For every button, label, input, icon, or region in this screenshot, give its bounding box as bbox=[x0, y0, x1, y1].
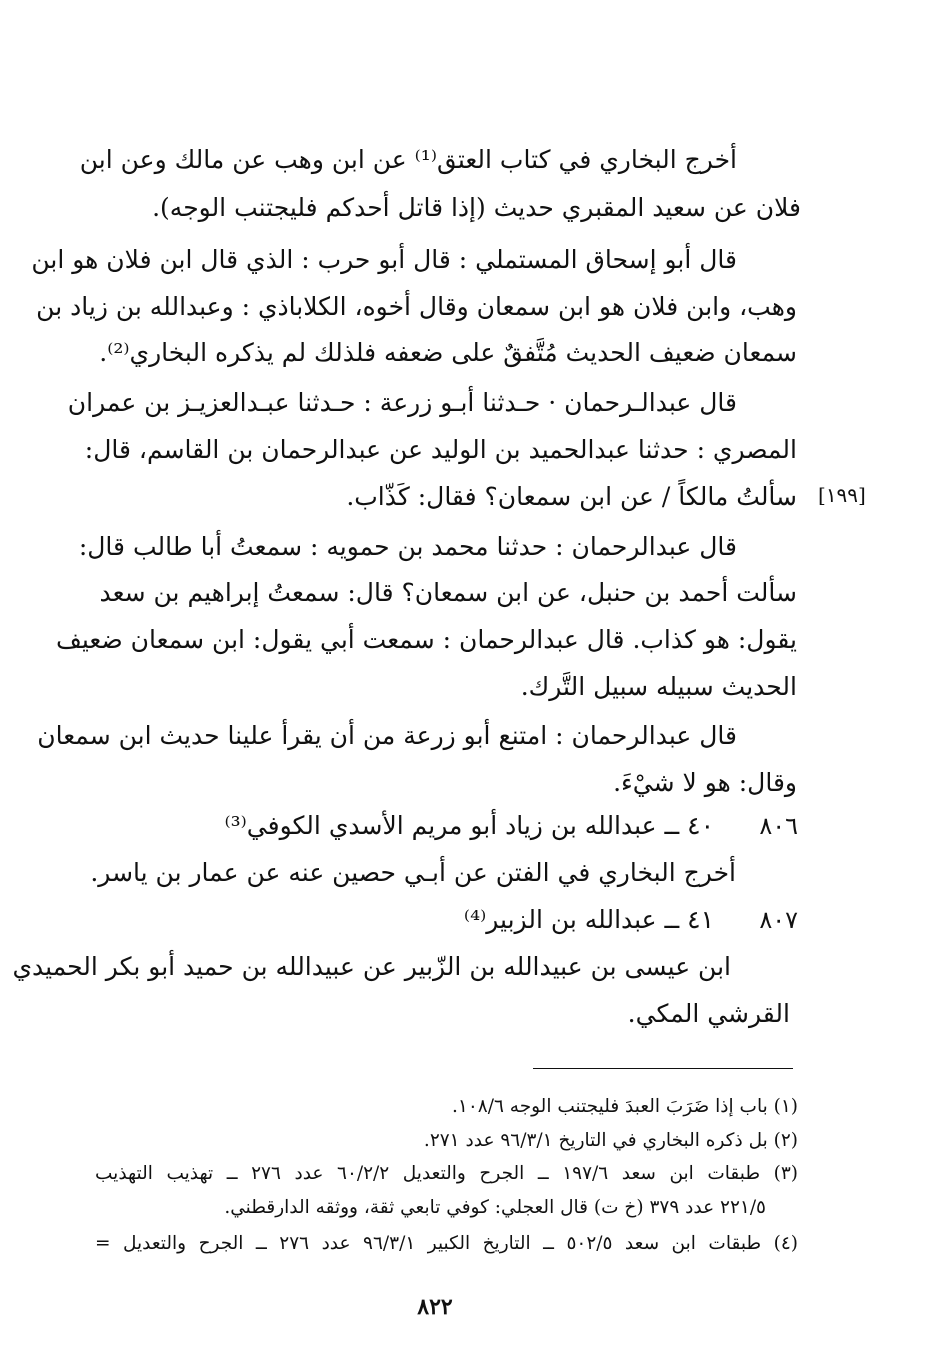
footnote: (١) باب إذا ضَرَبَ العبدَ فليجتنب الوجه ١٠٨/٦. bbox=[452, 1096, 798, 1117]
entry-text: أخرج البخاري في الفتن عن أبـي حصين عنه عن عمار بن ياسر. bbox=[90, 858, 736, 887]
footnote-continuation: ٢٢١/٥ عدد ٣٧٩ (خ ت) قال العجلي: كوفي تابعي ثقة، ووثقه الدارقطني. bbox=[224, 1197, 766, 1218]
entry-text: ابن عيسى بن عبيدالله بن الزّبير عن عبيدالله بن حميد أبو بكر الحميدي bbox=[12, 952, 731, 981]
body-line: قال أبو إسحاق المستملي : قال أبو حرب : الذي قال ابن فلان هو ابن bbox=[31, 245, 737, 274]
page-number: ٨٢٢ bbox=[417, 1294, 453, 1320]
footnote: (٤) طبقات ابن سعد ٥٠٢/٥ ــ التاريخ الكبير ٩٦/٣/١ عدد ٢٧٦ ــ الجرح والتعديل = bbox=[95, 1233, 798, 1254]
body-line: وقال: هو لا شيْءَ. bbox=[613, 768, 797, 797]
margin-page-reference: [١٩٩] bbox=[818, 483, 866, 507]
body-line: وهب، وابن فلان هو ابن سمعان وقال أخوه، الكلاباذي : وعبدالله بن زياد بن bbox=[36, 292, 797, 321]
body-line: سألت أحمد بن حنبل، عن ابن سمعان؟ قال: سمعتُ إبراهيم بن سعد bbox=[99, 578, 797, 607]
body-line: يقول: هو كذاب. قال عبدالرحمان : سمعت أبي يقول: ابن سمعان ضعيف bbox=[56, 625, 797, 654]
footnote-separator bbox=[533, 1068, 793, 1069]
entry-text: القرشي المكي. bbox=[627, 999, 790, 1028]
body-line: فلان عن سعيد المقبري حديث (إذا قاتل أحدكم فليجتنب الوجه). bbox=[152, 193, 801, 222]
body-line: قال عبدالرحمان : امتنع أبو زرعة من أن يقرأ علينا حديث ابن سمعان bbox=[37, 721, 737, 750]
footnote: (٢) بل ذكره البخاري في التاريخ ٩٦/٣/١ عدد ٢٧١. bbox=[423, 1130, 798, 1151]
entry-number: ٨٠٧ bbox=[759, 906, 798, 934]
body-line: قال عبدالرحمان : حدثنا محمد بن حمويه : سمعتُ أبا طالب قال: bbox=[78, 532, 737, 561]
body-line: قال عبدالـرحمان · حـدثنا أبـو زرعة : حـدثنا عبـدالعزيـز بن عمران bbox=[67, 388, 737, 417]
body-line: سمعان ضعيف الحديث مُتَّفقٌ على ضعفه فلذلك لم يذكره البخاري⁽²⁾. bbox=[99, 338, 797, 367]
entry-heading: ٤١ ــ عبدالله بن الزبير⁽⁴⁾ bbox=[463, 905, 714, 934]
body-line: المصري : حدثنا عبدالحميد بن الوليد عن عبدالرحمان بن القاسم، قال: bbox=[84, 435, 797, 464]
entry-number: ٨٠٦ bbox=[759, 812, 798, 840]
body-line: أخرج البخاري في كتاب العتق⁽¹⁾ عن ابن وهب عن مالك وعن ابن bbox=[79, 145, 737, 174]
entry-heading: ٤٠ ــ عبدالله بن زياد أبو مريم الأسدي الكوفي⁽³⁾ bbox=[224, 811, 714, 840]
body-line: الحديث سبيله سبيل التَّرك. bbox=[520, 672, 797, 701]
footnote: (٣) طبقات ابن سعد ١٩٧/٦ ــ الجرح والتعديل ٦٠/٢/٢ عدد ٢٧٦ ــ تهذيب التهذيب bbox=[95, 1163, 799, 1184]
body-line: سألتُ مالكاً / عن ابن سمعان؟ فقال: كَذّاب. bbox=[346, 482, 797, 511]
